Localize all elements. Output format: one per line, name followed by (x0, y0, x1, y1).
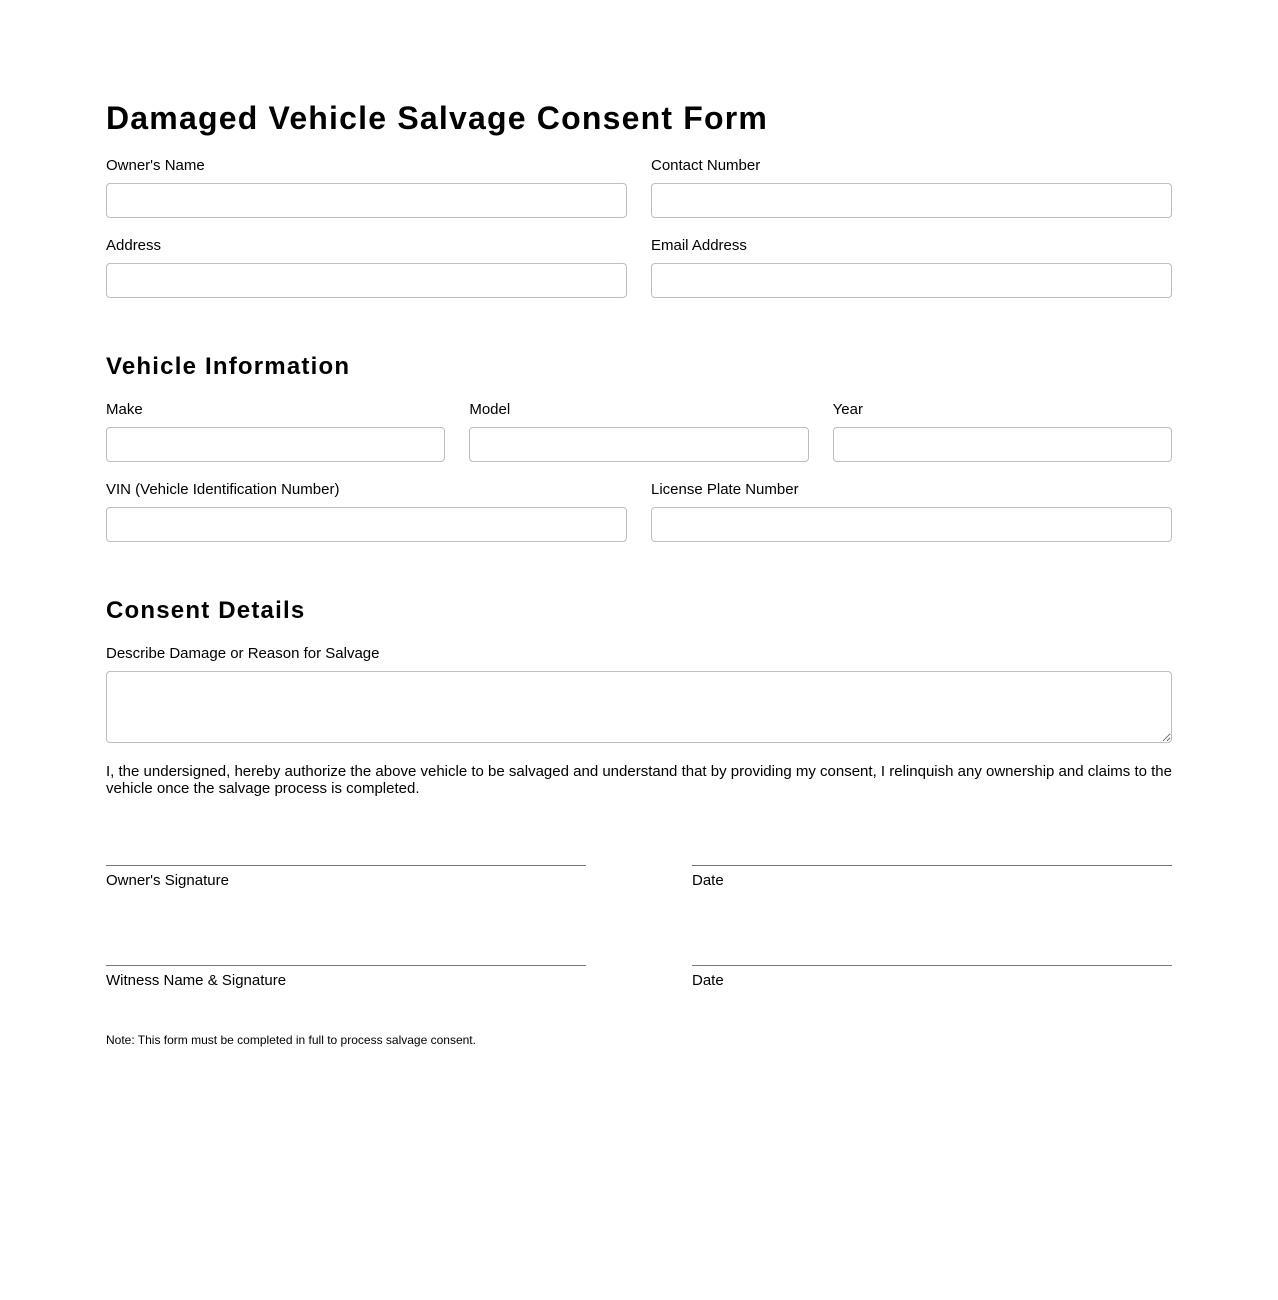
make-input[interactable] (106, 427, 445, 462)
contact-number-input[interactable] (651, 183, 1172, 218)
witness-date-label: Date (692, 972, 724, 989)
owner-date-label: Date (692, 872, 724, 889)
page-title: Damaged Vehicle Salvage Consent Form (106, 100, 769, 136)
address-input[interactable] (106, 263, 627, 298)
damage-row (106, 645, 1172, 743)
year-label: Year (832, 401, 863, 418)
address-label: Address (106, 237, 162, 254)
form-note: Note: This form must be completed in full to process salvage consent. (106, 1033, 476, 1047)
witness-signature-label: Witness Name & Signature (106, 972, 287, 989)
year-field (833, 401, 1172, 462)
owner-name-field (106, 157, 627, 218)
vehicle-row-2 (106, 481, 1172, 542)
owner-name-input[interactable] (106, 183, 627, 218)
witness-signature-block (106, 965, 586, 990)
damage-description-field (106, 645, 1172, 743)
make-label: Make (106, 401, 143, 418)
owner-signature-label: Owner's Signature (106, 872, 229, 889)
witness-date-block (692, 965, 1172, 990)
email-label: Email Address (651, 237, 747, 254)
email-field (651, 237, 1172, 298)
vin-field (106, 481, 627, 542)
vin-label: VIN (Vehicle Identification Number) (106, 481, 340, 498)
year-input[interactable] (833, 427, 1172, 462)
owner-row-2 (106, 237, 1172, 298)
vehicle-row-1 (106, 401, 1172, 462)
owner-signature-block (106, 865, 586, 890)
contact-number-field (651, 157, 1172, 218)
witness-date-line[interactable] (692, 965, 1172, 966)
vin-input[interactable] (106, 507, 627, 542)
vehicle-information-heading: Vehicle Information (106, 353, 351, 380)
email-input[interactable] (651, 263, 1172, 298)
model-label: Model (469, 401, 511, 418)
model-input[interactable] (469, 427, 808, 462)
damage-description-textarea[interactable] (106, 671, 1172, 743)
address-field (106, 237, 627, 298)
license-plate-label: License Plate Number (651, 481, 799, 498)
owner-date-line[interactable] (692, 865, 1172, 866)
owner-name-label: Owner's Name (106, 157, 205, 174)
model-field (469, 401, 808, 462)
license-plate-input[interactable] (651, 507, 1172, 542)
witness-signature-line[interactable] (106, 965, 586, 966)
contact-number-label: Contact Number (651, 157, 761, 174)
damage-description-label: Describe Damage or Reason for Salvage (106, 645, 380, 662)
license-plate-field (651, 481, 1172, 542)
owner-signature-line[interactable] (106, 865, 586, 866)
owner-date-block (692, 865, 1172, 890)
owner-row-1 (106, 157, 1172, 218)
consent-statement: I, the undersigned, hereby authorize the above vehicle to be salvaged and understand that by providing my consent, I relinquish any ownership and claims to the vehicle once the salvage process is completed. (106, 763, 1172, 797)
make-field (106, 401, 445, 462)
consent-details-heading: Consent Details (106, 597, 306, 624)
